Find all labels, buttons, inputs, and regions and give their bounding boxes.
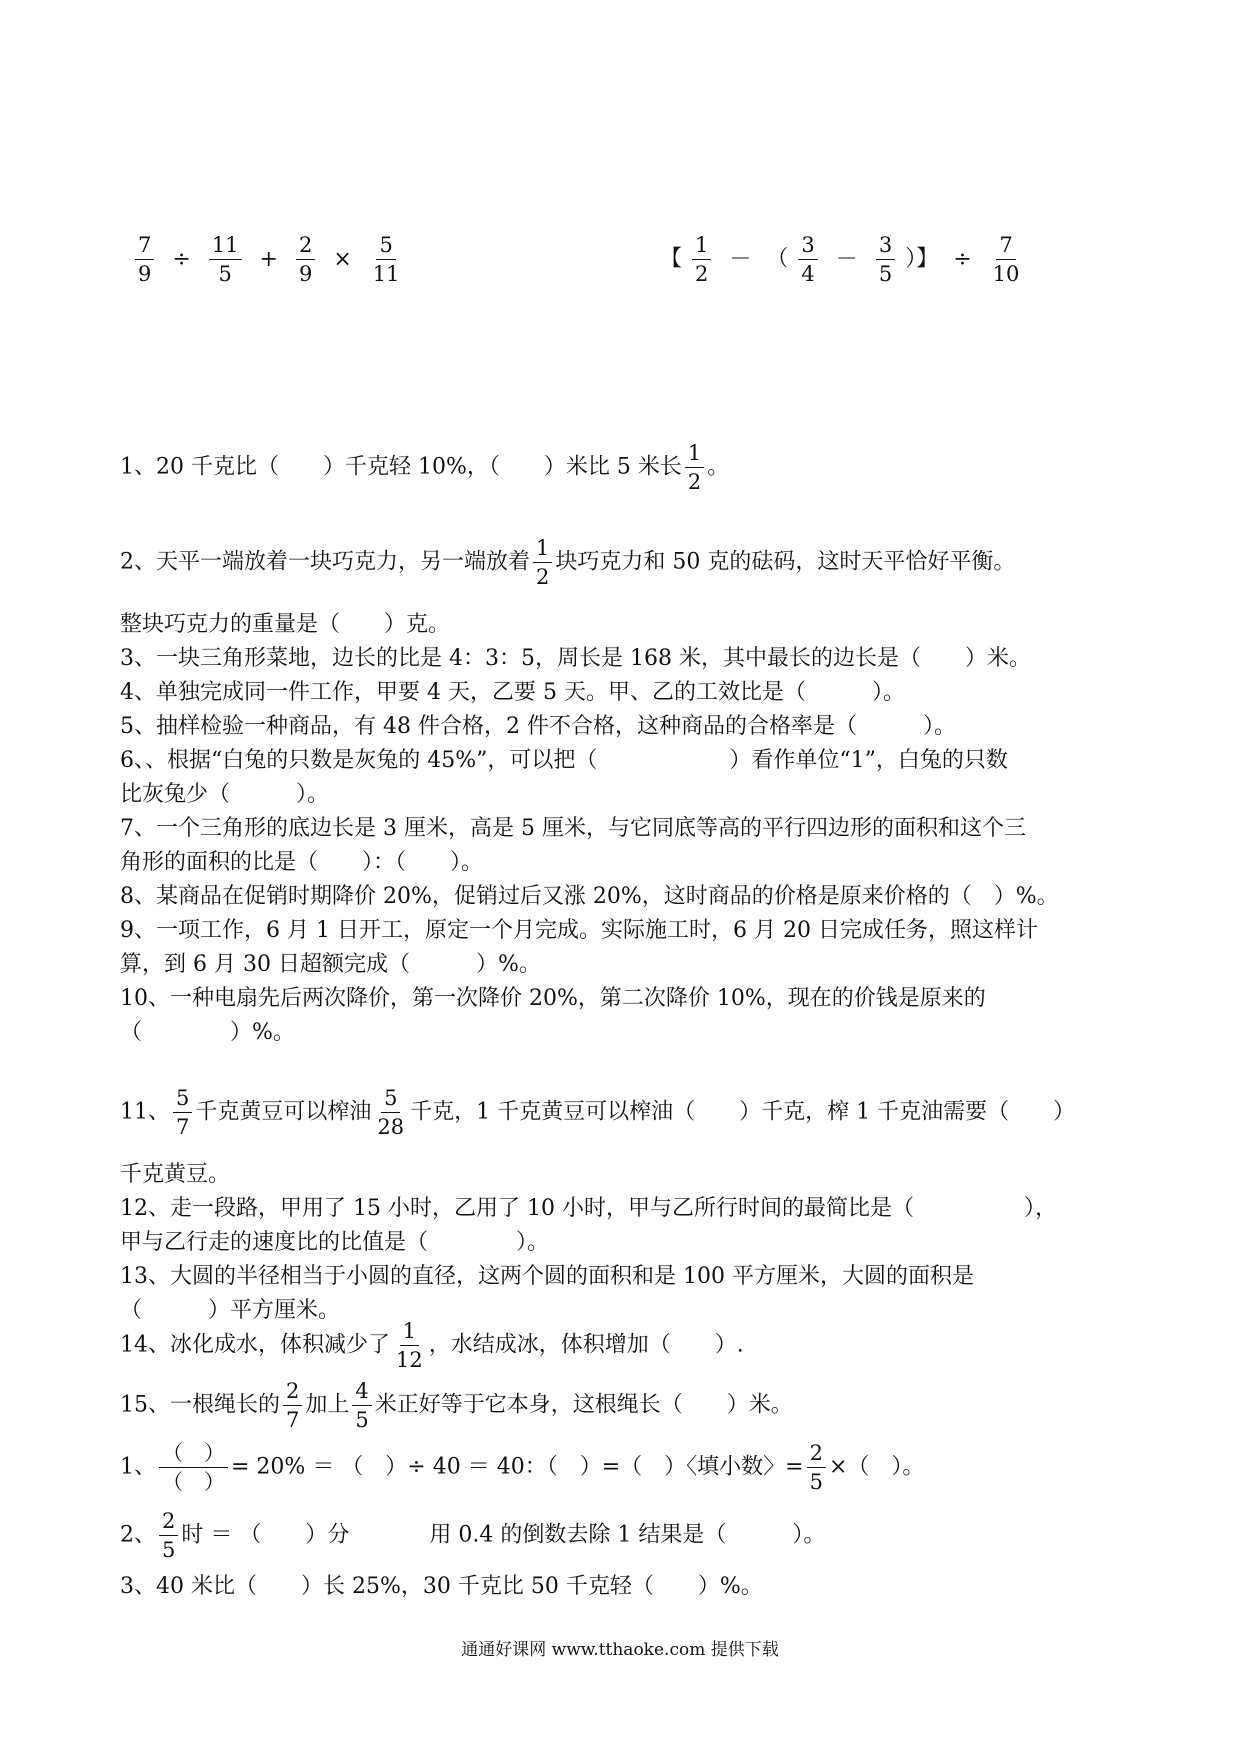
fraction: $\frac{7}{9}$ xyxy=(135,232,154,287)
extra-question-1: 1、 $\frac{( )}{( )}$ = 20% ＝ （ ）÷ 40 ＝ 40：（ ）=（ ）〈填小数〉= $\frac{2}{5}$ ×（ ）。 xyxy=(120,1441,925,1494)
calc-expression-1: $\frac{7}{9}$ ÷ $\frac{11}{5}$ + $\frac{2}{9}$ × $\frac{5}{11}$ xyxy=(132,232,406,287)
question-4: 4、单独完成同一件工作，甲要 4 天，乙要 5 天。甲、乙的工效比是（ ）。 xyxy=(120,680,905,705)
fraction: $\frac{3}{4}$ xyxy=(798,232,817,287)
question-10-cont: （ ）%。 xyxy=(120,1020,295,1045)
fraction: $\frac{11}{5}$ xyxy=(209,232,242,287)
question-5: 5、抽样检验一种商品，有 48 件合格，2 件不合格，这种商品的合格率是（ ）。 xyxy=(120,714,956,739)
fraction: $\frac{1}{2}$ xyxy=(685,440,704,495)
extra-question-2: 2、 $\frac{2}{5}$ 时 ＝ （ ）分 用 0.4 的倒数去除 1 结果是（ ）。 xyxy=(120,1509,826,1562)
question-7-cont: 角形的面积的比是（ ）：（ ）。 xyxy=(120,850,484,875)
fraction: $\frac{5}{28}$ xyxy=(377,1086,405,1139)
fraction: $\frac{( )}{( )}$ xyxy=(159,1440,228,1495)
fraction: $\frac{7}{10}$ xyxy=(992,233,1020,286)
extra-question-3: 3、40 米比（ ）长 25%，30 千克比 50 千克轻（ ）%。 xyxy=(120,1574,763,1599)
fraction: $\frac{1}{2}$ xyxy=(692,232,711,287)
question-11: 11、 $\frac{5}{7}$ 千克黄豆可以榨油 $\frac{5}{28}$ 千克，1 千克黄豆可以榨油（ ）千克，榨 1 千克油需要（ ） xyxy=(120,1086,1076,1139)
fraction: $\frac{1}{12}$ xyxy=(396,1319,423,1372)
question-7: 7、一个三角形的底边长是 3 厘米，高是 5 厘米，与它同底等高的平行四边形的面积和这个三 xyxy=(120,816,1026,841)
fraction: $\frac{3}{5}$ xyxy=(876,232,895,287)
question-8: 8、某商品在促销时期降价 20%，促销过后又涨 20%，这时商品的价格是原来价格的（ ）%。 xyxy=(120,884,1059,909)
calc-expression-2: 【 $\frac{1}{2}$ － （ $\frac{3}{4}$ － $\frac{3}{5}$ ）】 ÷ $\frac{7}{10}$ xyxy=(660,232,1025,287)
question-3: 3、一块三角形菜地，边长的比是 4：3：5，周长是 168 米，其中最长的边长是（ ）米。 xyxy=(120,646,1031,671)
fraction: $\frac{5}{11}$ xyxy=(372,233,400,286)
question-13: 13、大圆的半径相当于小圆的直径，这两个圆的面积和是 100 平方厘米，大圆的面积是 xyxy=(120,1264,974,1289)
question-13-cont: （ ）平方厘米。 xyxy=(120,1298,341,1323)
question-2-cont: 整块巧克力的重量是（ ）克。 xyxy=(120,612,451,637)
question-9: 9、一项工作，6 月 1 日开工，原定一个月完成。实际施工时，6 月 20 日完成任务，照这样计 xyxy=(120,918,1038,943)
fraction: $\frac{2}{9}$ xyxy=(296,232,315,287)
fraction: $\frac{2}{5}$ xyxy=(807,1440,826,1495)
footer-credit: 通通好课网 www.tthaoke.com 提供下载 xyxy=(461,1640,779,1660)
question-6-cont: 比灰兔少（ ）。 xyxy=(120,782,330,807)
fraction: $\frac{5}{7}$ xyxy=(173,1085,192,1140)
question-1: 1、20 千克比（ ）千克轻 10%，（ ）米比 5 米长 $\frac{1}{2}$ 。 xyxy=(120,441,730,494)
question-14: 14、冰化成水，体积减少了 $\frac{1}{12}$ ，水结成冰，体积增加（ ）. xyxy=(120,1319,744,1372)
question-12-cont: 甲与乙行走的速度比的比值是（ ）。 xyxy=(120,1230,550,1255)
fraction: $\frac{2}{7}$ xyxy=(283,1378,302,1433)
question-11-cont: 千克黄豆。 xyxy=(120,1162,231,1187)
fraction: $\frac{2}{5}$ xyxy=(159,1508,178,1563)
question-12: 12、走一段路，甲用了 15 小时，乙用了 10 小时，甲与乙所行时间的最简比是（ ）， xyxy=(120,1196,1057,1221)
fraction: $\frac{1}{2}$ xyxy=(533,535,552,590)
question-10: 10、一种电扇先后两次降价，第一次降价 20%，第二次降价 10%，现在的价钱是原来的 xyxy=(120,986,986,1011)
question-6: 6、、根据“白兔的只数是灰兔的 45%”，可以把（ ）看作单位“1”，白兔的只数 xyxy=(120,748,1008,773)
question-9-cont: 算，到 6 月 30 日超额完成（ ）%。 xyxy=(120,952,541,977)
question-2: 2、天平一端放着一块巧克力，另一端放着 $\frac{1}{2}$ 块巧克力和 50 克的砝码，这时天平恰好平衡。 xyxy=(120,536,1016,589)
question-15: 15、一根绳长的 $\frac{2}{7}$ 加上 $\frac{4}{5}$ 米正好等于它本身，这根绳长（ ）米。 xyxy=(120,1379,793,1432)
fraction: $\frac{4}{5}$ xyxy=(352,1378,371,1433)
